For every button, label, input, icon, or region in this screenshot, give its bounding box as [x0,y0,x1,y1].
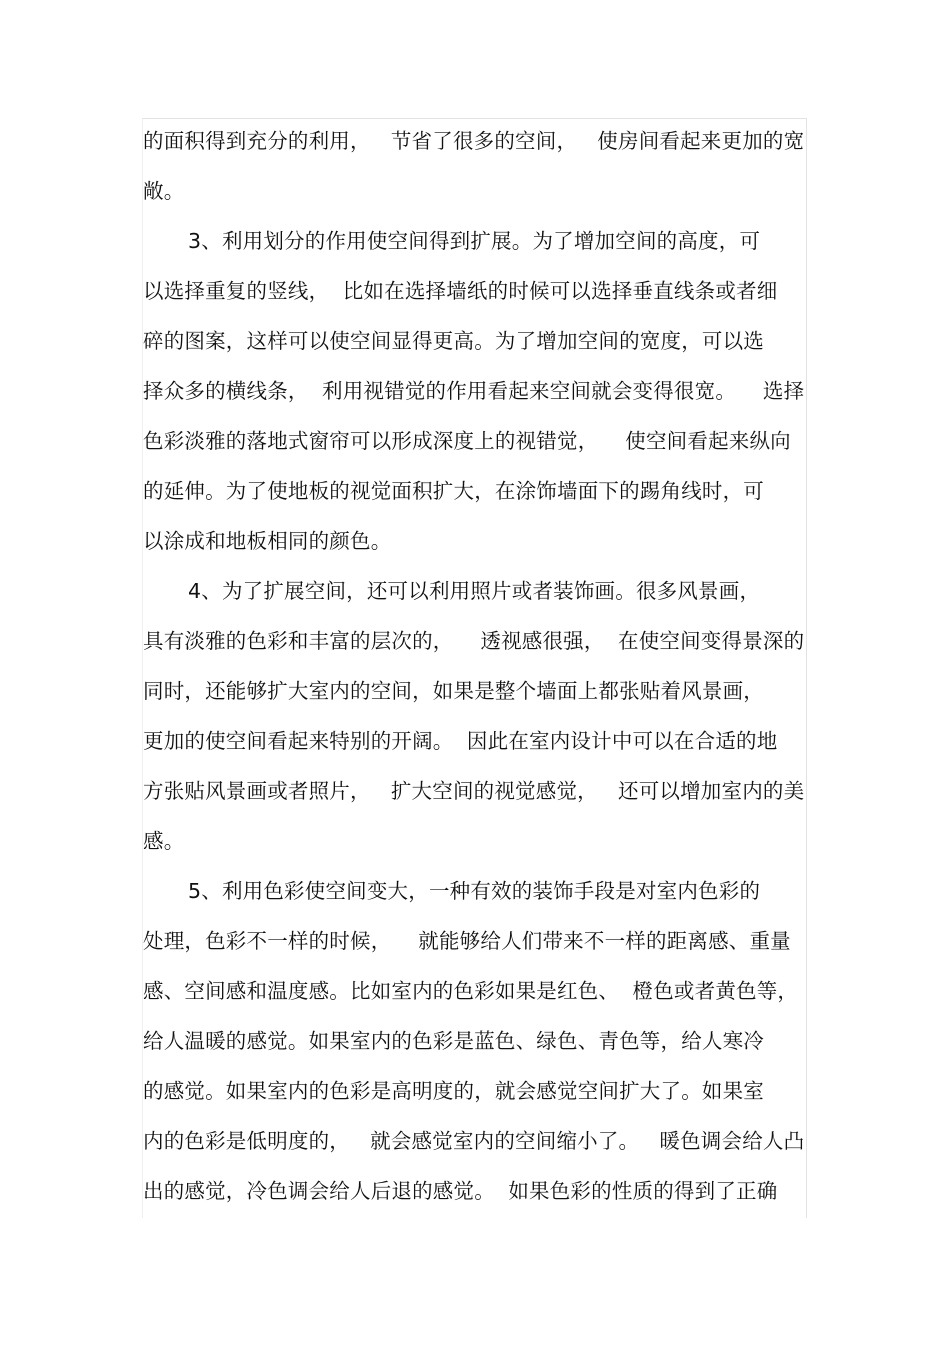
paragraph-start-line: 4、为了扩展空间，还可以利用照片或者装饰画。很多风景画， [188,579,761,603]
text-line: 给人温暖的感觉。如果室内的色彩是蓝色、绿色、青色等，给人寒冷 [143,1029,764,1053]
text-line: 同时，还能够扩大室内的空间，如果是整个墙面上都张贴着风景画， [143,679,764,703]
paragraph-start-line: 3、利用划分的作用使空间得到扩展。为了增加空间的高度，可 [188,229,761,253]
text-line: 择众多的横线条， 利用视错觉的作用看起来空间就会变得很宽。 选择 [143,379,805,403]
text-line: 具有淡雅的色彩和丰富的层次的， 透视感很强， 在使空间变得景深的 [143,629,805,653]
paragraph-start-line: 5、利用色彩使空间变大，一种有效的装饰手段是对室内色彩的 [188,879,761,903]
text-line: 感。 [143,829,185,853]
text-line: 内的色彩是低明度的， 就会感觉室内的空间缩小了。 暖色调会给人凸 [143,1129,805,1153]
text-line: 以涂成和地板相同的颜色。 [143,529,392,553]
text-line: 处理，色彩不一样的时候， 就能够给人们带来不一样的距离感、重量 [143,929,791,953]
text-line: 的面积得到充分的利用， 节省了很多的空间， 使房间看起来更加的宽 [143,129,805,153]
body-text [143,116,811,1216]
text-line: 色彩淡雅的落地式窗帘可以形成深度上的视错觉， 使空间看起来纵向 [143,429,791,453]
text-line: 碎的图案，这样可以使空间显得更高。为了增加空间的宽度，可以选 [143,329,764,353]
text-line: 出的感觉，冷色调会给人后退的感觉。 如果色彩的性质的得到了正确 [143,1179,778,1203]
text-line: 敞。 [143,179,185,203]
text-line: 的延伸。为了使地板的视觉面积扩大，在涂饰墙面下的踢角线时，可 [143,479,764,503]
text-line: 感、空间感和温度感。比如室内的色彩如果是红色、 橙色或者黄色等， [143,979,799,1003]
text-line: 更加的使空间看起来特别的开阔。 因此在室内设计中可以在合适的地 [143,729,778,753]
text-line: 的感觉。如果室内的色彩是高明度的，就会感觉空间扩大了。如果室 [143,1079,764,1103]
text-line: 方张贴风景画或者照片， 扩大空间的视觉感觉， 还可以增加室内的美 [143,779,805,803]
text-line: 以选择重复的竖线， 比如在选择墙纸的时候可以选择垂直线条或者细 [143,279,778,303]
